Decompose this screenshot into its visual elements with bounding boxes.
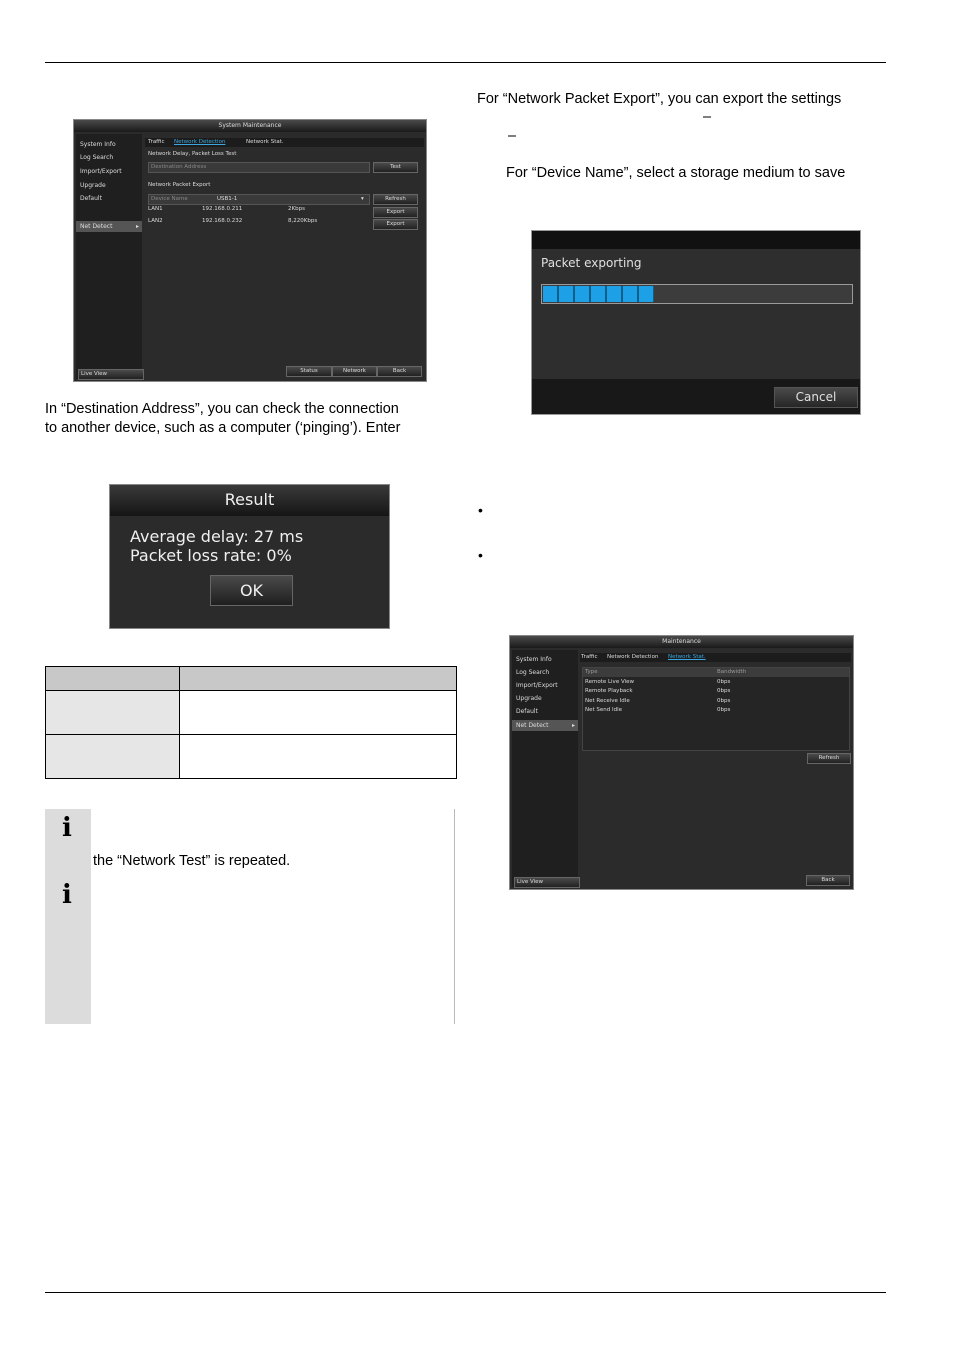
back-button[interactable]: Back <box>377 366 422 377</box>
sidebar-item-net-detect[interactable]: Net Detect <box>516 722 549 729</box>
test-button[interactable]: Test <box>373 162 418 173</box>
export-paragraph-line1: For “Network Packet Export”, you can export the settings <box>477 91 842 107</box>
description-table <box>45 666 457 779</box>
dialog-title-bar <box>532 231 860 249</box>
packet-exporting-dialog <box>531 230 861 415</box>
lan2-name: LAN2 <box>148 218 163 224</box>
export-heading: Network Packet Export <box>148 182 211 188</box>
table-row: Remote Live View <box>585 679 635 685</box>
bullet-1: • <box>478 502 483 518</box>
table-header-cell <box>180 667 457 691</box>
lan2-rate: 8,220Kbps <box>288 218 318 224</box>
device-name-select[interactable] <box>148 194 370 205</box>
progress-fill <box>543 286 654 302</box>
destination-paragraph-line2: to another device, such as a computer (‘pinging’). Enter <box>45 420 401 436</box>
table-row <box>46 735 457 779</box>
chevron-right-icon: ▸ <box>572 722 576 729</box>
table-cell: 0bps <box>717 688 731 694</box>
sidebar-item-log-search[interactable]: Log Search <box>516 669 550 676</box>
info-icon: i <box>62 880 72 910</box>
export-paragraph-line2: For “Device Name”, select a storage medium to save <box>506 165 846 181</box>
tab-network-detection[interactable]: Network Detection <box>607 654 659 660</box>
sidebar-item-default[interactable]: Default <box>516 708 538 715</box>
sidebar <box>512 650 578 887</box>
network-button[interactable]: Network <box>332 366 377 377</box>
stat-table-header <box>583 668 849 677</box>
sidebar-item-system-info[interactable]: System Info <box>80 141 116 148</box>
result-dialog <box>109 484 390 629</box>
lan2-ip: 192.168.0.232 <box>202 218 243 224</box>
table-row: Net Send Idle <box>585 707 623 713</box>
sidebar-item-log-search[interactable]: Log Search <box>80 154 114 161</box>
system-maintenance-screenshot <box>73 119 427 382</box>
chevron-right-icon: ▸ <box>136 223 140 230</box>
dialog-title: Packet exporting <box>541 256 642 270</box>
live-view-button[interactable]: Live View <box>78 369 144 380</box>
table-row: Net Receive Idle <box>585 698 630 704</box>
window-title: Maintenance <box>510 636 853 648</box>
lan1-export-button[interactable]: Export <box>373 207 418 218</box>
export-dash-1: – <box>703 109 712 125</box>
destination-address-placeholder: Destination Address <box>151 164 207 170</box>
info-note-border <box>454 809 455 1024</box>
col-type-header: Type <box>585 669 598 675</box>
back-button[interactable]: Back <box>806 875 850 886</box>
sidebar-item-default[interactable]: Default <box>80 195 102 202</box>
maintenance-screenshot <box>509 635 854 890</box>
chevron-down-icon: ▾ <box>361 196 364 202</box>
sidebar-item-upgrade[interactable]: Upgrade <box>516 695 542 702</box>
bottom-rule <box>45 1292 886 1293</box>
info-note-text: the “Network Test” is repeated. <box>93 853 291 869</box>
sidebar-item-import-export[interactable]: Import/Export <box>516 682 558 689</box>
stat-table <box>582 667 850 751</box>
table-row <box>46 691 457 735</box>
sidebar-item-import-export[interactable]: Import/Export <box>80 168 122 175</box>
bullet-2: • <box>478 547 483 563</box>
device-name-label: Device Name <box>151 196 188 202</box>
table-cell: 0bps <box>717 707 731 713</box>
lan2-export-button[interactable]: Export <box>373 219 418 230</box>
lan1-ip: 192.168.0.211 <box>202 206 243 212</box>
col-bandwidth-header: Bandwidth <box>717 669 747 675</box>
top-rule <box>45 62 886 63</box>
lan1-name: LAN1 <box>148 206 163 212</box>
cancel-button[interactable]: Cancel <box>774 387 858 408</box>
refresh-button[interactable]: Refresh <box>807 753 851 764</box>
tab-traffic[interactable]: Traffic <box>148 139 165 145</box>
sidebar-item-system-info[interactable]: System Info <box>516 656 552 663</box>
result-title: Result <box>224 490 275 509</box>
progress-track <box>541 284 853 304</box>
delay-test-heading: Network Delay, Packet Loss Test <box>148 151 237 157</box>
info-icon: i <box>62 813 72 843</box>
tab-network-stat[interactable]: Network Stat. <box>668 654 706 660</box>
table-cell: 0bps <box>717 679 731 685</box>
device-name-value: USB1-1 <box>217 196 238 202</box>
sidebar-item-net-detect[interactable]: Net Detect <box>80 223 113 230</box>
status-button[interactable]: Status <box>286 366 332 377</box>
tab-network-stat[interactable]: Network Stat. <box>246 139 284 145</box>
export-dash-2: – <box>508 128 517 144</box>
packet-loss-rate: Packet loss rate: 0% <box>130 546 292 565</box>
table-cell <box>180 735 457 779</box>
table-cell <box>46 691 180 735</box>
destination-address-input[interactable] <box>148 162 370 173</box>
tab-traffic[interactable]: Traffic <box>581 654 598 660</box>
average-delay: Average delay: 27 ms <box>130 527 304 546</box>
destination-paragraph-line1: In “Destination Address”, you can check the connection <box>45 401 399 417</box>
refresh-button[interactable]: Refresh <box>373 194 418 205</box>
table-cell: 0bps <box>717 698 731 704</box>
lan1-rate: 2Kbps <box>288 206 305 212</box>
live-view-button[interactable]: Live View <box>514 877 580 888</box>
table-cell <box>180 691 457 735</box>
tab-network-detection[interactable]: Network Detection <box>174 139 226 145</box>
window-title: System Maintenance <box>74 120 426 132</box>
table-row: Remote Playback <box>585 688 633 694</box>
sidebar-item-upgrade[interactable]: Upgrade <box>80 182 106 189</box>
sidebar <box>76 134 142 379</box>
table-header-cell <box>46 667 180 691</box>
ok-button[interactable]: OK <box>210 575 293 606</box>
table-cell <box>46 735 180 779</box>
table-header-row <box>46 667 457 691</box>
